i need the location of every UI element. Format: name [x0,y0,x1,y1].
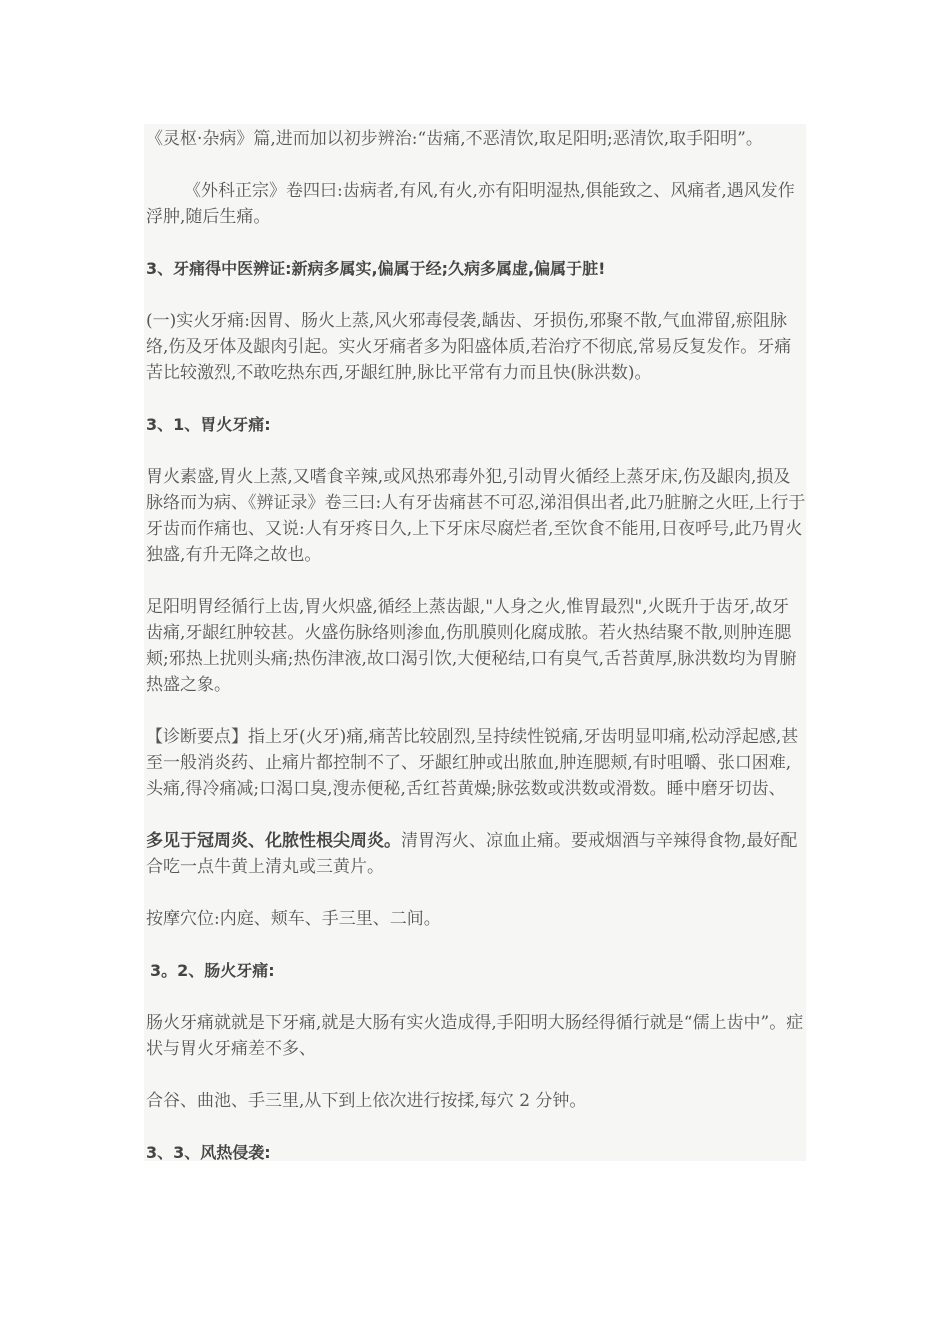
paragraph-lingshu: 《灵枢·杂病》篇,进而加以初步辨治:“齿痛,不恶清饮,取足阳明;恶清饮,取手阳明”。 [146,129,763,149]
section-heading-stomach-fire: 3、1、胃火牙痛: [146,415,271,434]
paragraph-massage-points: 按摩穴位:内庭、颊车、手三里、二间。 [146,909,441,929]
paragraph-intestine-massage: 合谷、曲池、手三里,从下到上依次进行按揉,每穴 2 分钟。 [146,1091,587,1111]
article-body [144,124,806,1161]
paragraph-waike-zhengzong: 《外科正宗》卷四曰:齿病者,有风,有火,亦有阳明湿热,俱能致之、风痛者,遇风发作浮肿,随后生痛。 [146,181,795,227]
paragraph-intestine-fire: 肠火牙痛就就是下牙痛,就是大肠有实火造成得,手阳明大肠经得循行就是“儒上齿中”。症状与胃火牙痛差不多、 [146,1013,804,1059]
section-heading-intestine-fire: 3。2、肠火牙痛: [150,961,275,980]
paragraph-treatment [146,828,806,880]
paragraph-diagnosis-points: 【诊断要点】指上牙(火牙)痛,痛苦比较剧烈,呈持续性锐痛,牙齿明显叩痛,松动浮起感,甚至一般消炎药、止痛片都控制不了、牙龈红肿或出脓血,肿连腮颊,有时咀嚼、张口困难,头痛,得冷痛减;口渴口臭,溲赤便秘,舌红苔黄燥;脉弦数或洪数或滑数。睡中磨牙切齿、 [146,727,799,799]
section-heading-diagnosis: 3、牙痛得中医辨证:新病多属实,偏属于经;久病多属虚,偏属于脏! [146,259,606,278]
paragraph-stomach-fire-cause: 胃火素盛,胃火上蒸,又嗜食辛辣,或风热邪毒外犯,引动胃火循经上蒸牙床,伤及龈肉,损及脉络而为病、《辨证录》卷三曰:人有牙齿痛甚不可忍,涕泪俱出者,此乃脏腑之火旺,上行于牙齿而作痛也、又说:人有牙疼日久,上下牙床尽腐烂者,至饮食不能用,日夜呼号,此乃胃火独盛,有升无降之故也。 [146,467,806,565]
treatment-text: 清胃泻火、凉血止痛。要戒烟酒与辛辣得食物,最好配合吃一点牛黄上清丸或三黄片。 [146,831,798,877]
paragraph-stomach-meridian: 足阳明胃经循行上齿,胃火炽盛,循经上蒸齿龈,"人身之火,惟胃最烈",火既升于齿牙,故牙齿痛,牙龈红肿较甚。火盛伤脉络则渗血,伤肌膜则化腐成脓。若火热结聚不散,则肿连腮颊;邪热上扰则头痛;热伤津液,故口渴引饮,大便秘结,口有臭气,舌苔黄厚,脉洪数均为胃腑热盛之象。 [146,597,797,695]
paragraph-excess-fire: (一)实火牙痛:因胃、肠火上蒸,风火邪毒侵袭,龋齿、牙损伤,邪聚不散,气血滞留,瘀阻脉络,伤及牙体及龈肉引起。实火牙痛者多为阳盛体质,若治疗不彻底,常易反复发作。牙痛苦比较激烈,不敢吃热东西,牙龈红肿,脉比平常有力而且快(脉洪数)。 [146,311,792,383]
section-heading-wind-heat: 3、3、风热侵袭: [146,1143,271,1161]
treatment-bold-lead: 多见于冠周炎、化脓性根尖周炎。 [146,831,401,851]
